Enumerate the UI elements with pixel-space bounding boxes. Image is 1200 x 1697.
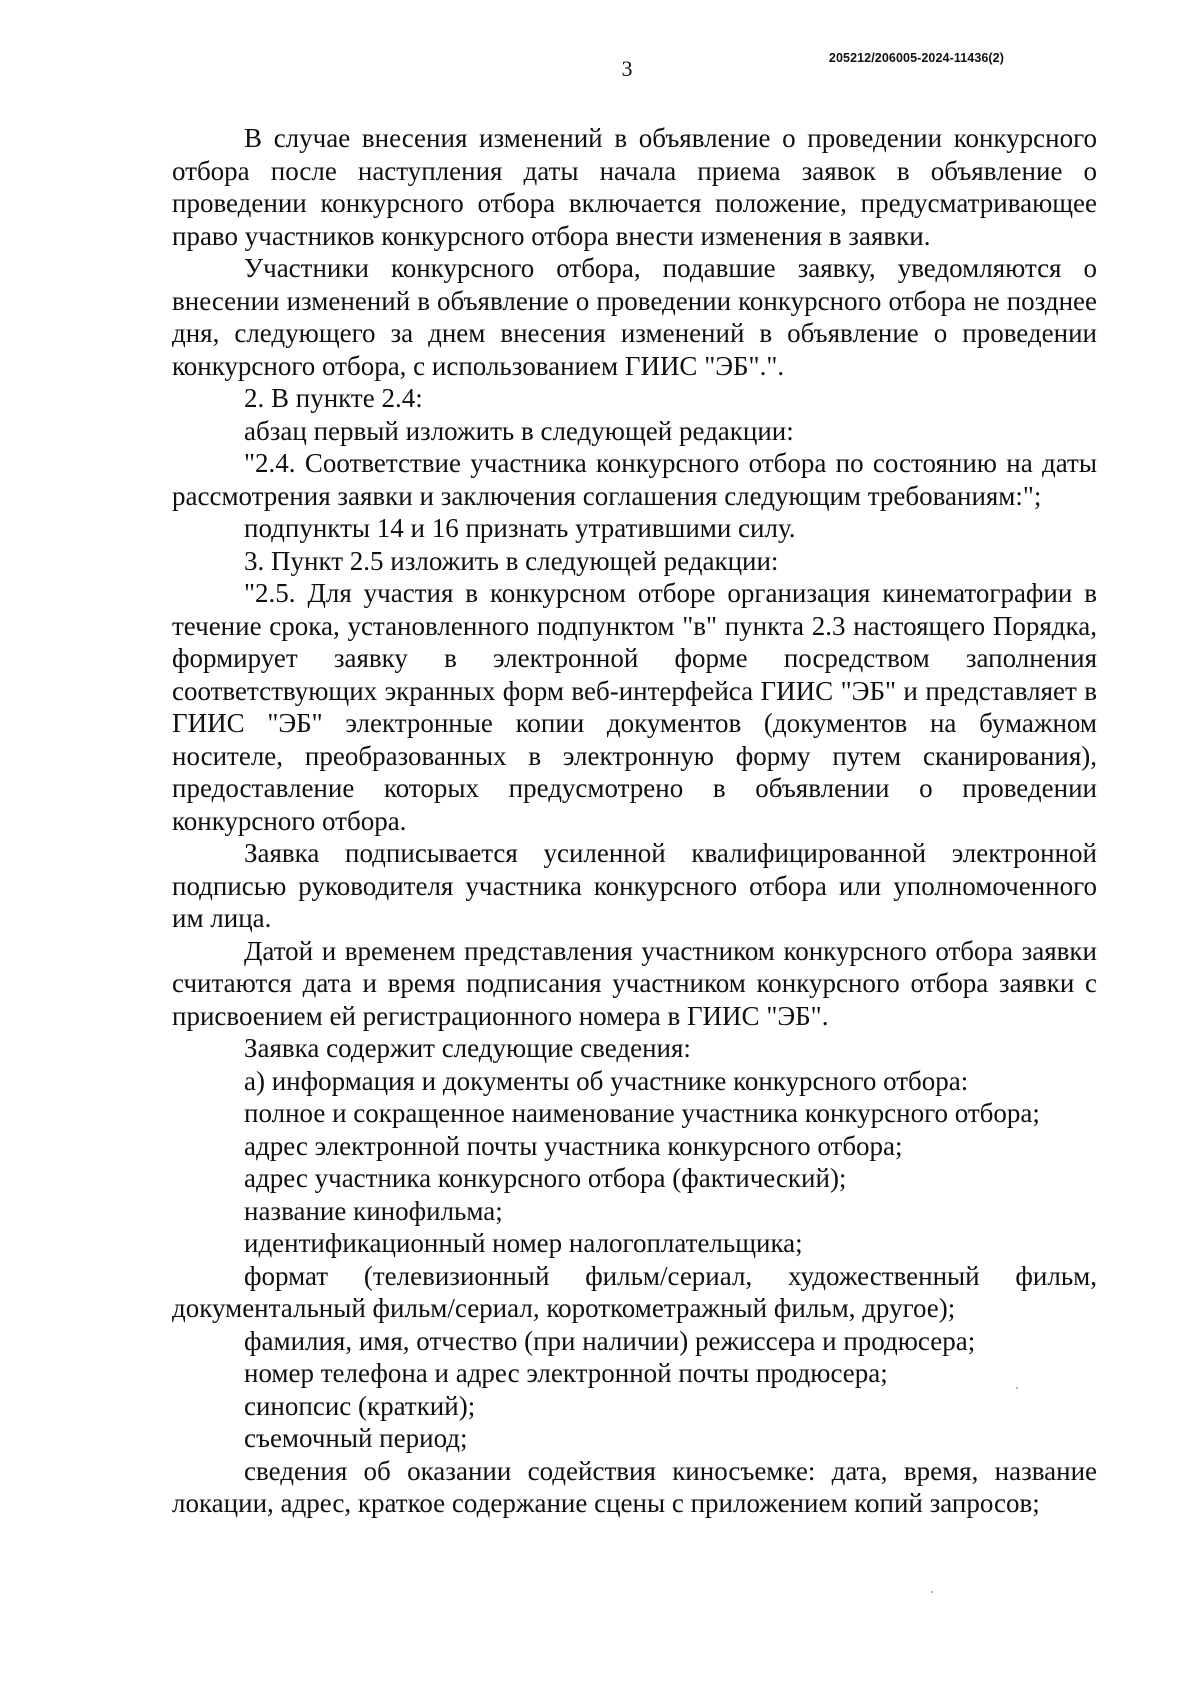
list-item-director-producer: фамилия, имя, отчество (при наличии) режиссера и продюсера; (244, 1325, 976, 1356)
list-item-email: адрес электронной почты участника конкурсного отбора; (244, 1130, 903, 1161)
paragraph-item-3: 3. Пункт 2.5 изложить в следующей редакции: (244, 545, 779, 576)
paragraph-item-2: 2. В пункте 2.4: (244, 383, 423, 413)
document-body (172, 122, 1097, 1520)
list-item-a: а) информация и документы об участнике конкурсного отбора: (244, 1065, 969, 1096)
paragraph-clause-2-4: "2.4. Соответствие участника конкурсного отбора по состоянию на даты рассмотрения заявки и заключения соглашения следующим требованиям:"; (172, 448, 1097, 511)
list-item-address: адрес участника конкурсного отбора (фактический); (244, 1163, 847, 1193)
list-item-format: формат (телевизионный фильм/сериал, художественный фильм, документальный фильм/сериал, короткометражный фильм, другое); (172, 1260, 1097, 1323)
paragraph-application-contents: Заявка содержит следующие сведения: (244, 1033, 691, 1063)
list-item-producer-contacts: номер телефона и адрес электронной почты продюсера; (244, 1358, 888, 1388)
paragraph-amendments-after-start: В случае внесения изменений в объявление о проведении конкурсного отбора после наступления даты начала приема заявок в объявление о проведении конкурсного отбора включается положение, предусматривающее право участников конкурсного отбора внести изменения в заявки. (172, 123, 1097, 251)
scan-speck (1016, 1387, 1018, 1389)
document-registration-number: 205212/206005-2024-11436(2) (828, 51, 1004, 65)
list-item-shooting-period: съемочный период; (244, 1423, 468, 1453)
list-item-tax-id: идентификационный номер налогоплательщика; (244, 1228, 803, 1258)
paragraph-submission-date: Датой и временем представления участником конкурсного отбора заявки считаются дата и время подписания участником конкурсного отбора заявки с присвоением ей регистрационного номера в ГИИС "ЭБ". (172, 935, 1097, 1031)
scan-speck (931, 1591, 933, 1593)
paragraph-first-clause-wording: абзац первый изложить в следующей редакции: (244, 415, 794, 446)
paragraph-application-signature: Заявка подписывается усиленной квалифицированной электронной подписью руководителя участника конкурсного отбора или уполномоченного им лица. (172, 838, 1097, 933)
list-item-filming-assistance: сведения об оказании содействия киносъемке: дата, время, название локации, адрес, краткое содержание сцены с приложением копий запросов; (172, 1455, 1097, 1518)
paragraph-clause-2-5: "2.5. Для участия в конкурсном отборе организация кинематографии в течение срока, установленного подпунктом "в" пункта 2.3 настоящего Порядка, формирует заявку в электронной форме посредством заполнения соответствующих экранных форм веб-интерфейса ГИИС "ЭБ" и представляет в ГИИС "ЭБ" электронные копии документов (документов на бумажном носителе, преобразованных в электронную форму путем сканирования), предоставление которых предусмотрено в объявлении о проведении конкурсного отбора. (172, 578, 1097, 836)
list-item-full-name: полное и сокращенное наименование участника конкурсного отбора; (244, 1098, 1040, 1128)
list-item-synopsis: синопсис (краткий); (244, 1390, 476, 1421)
list-item-film-title: название кинофильма; (244, 1195, 503, 1226)
paragraph-participants-notified: Участники конкурсного отбора, подавшие заявку, уведомляются о внесении изменений в объявление о проведении конкурсного отбора не позднее дня, следующего за днем внесения изменений в объявление о проведении конкурсного отбора, с использованием ГИИС "ЭБ".". (172, 253, 1097, 381)
page-number: 3 (621, 56, 633, 81)
paragraph-subitems-void: подпункты 14 и 16 признать утратившими силу. (244, 513, 796, 543)
